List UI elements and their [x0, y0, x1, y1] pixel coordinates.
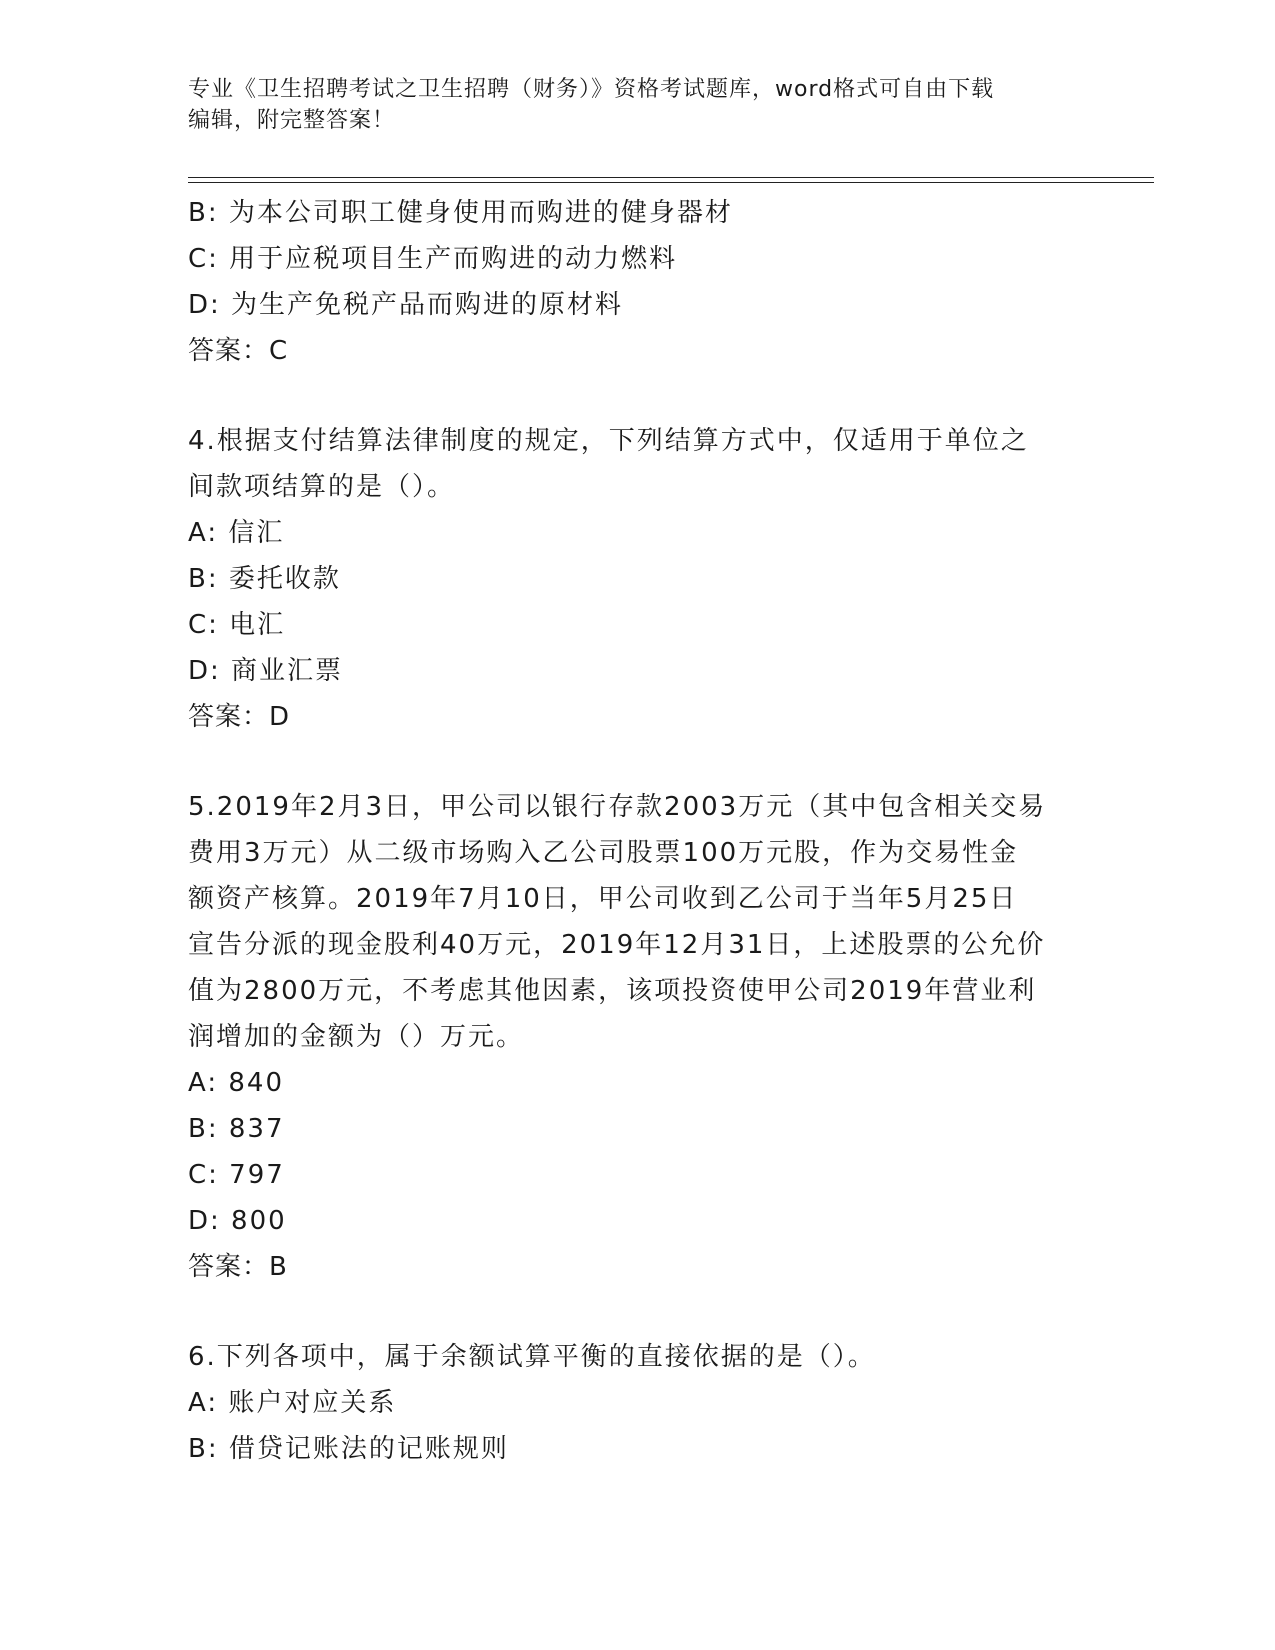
- stem-line: 值为2800万元，不考虑其他因素，该项投资使甲公司2019年营业利: [188, 976, 1037, 1006]
- stem-line: 6.下列各项中，属于余额试算平衡的直接依据的是（）。: [188, 1342, 876, 1372]
- answer: 答案：D: [188, 702, 291, 732]
- option-a: A: 账户对应关系: [188, 1388, 397, 1418]
- question-stem: [188, 418, 1068, 510]
- option-b: B: 借贷记账法的记账规则: [188, 1434, 509, 1464]
- answer: 答案：B: [188, 1252, 288, 1282]
- header-line-2: 编辑，附完整答案！: [188, 108, 396, 133]
- option-d: D: 商业汇票: [188, 656, 344, 686]
- document-header: [188, 74, 1088, 136]
- spacer: [188, 1290, 1088, 1334]
- spacer: [188, 740, 1088, 784]
- option-c: C: 用于应税项目生产而购进的动力燃料: [188, 244, 678, 274]
- question-3-tail: [188, 190, 1088, 374]
- option-c: C: 电汇: [188, 610, 286, 640]
- question-6: [188, 1334, 1088, 1472]
- option-b: B: 837: [188, 1114, 285, 1144]
- option-a: A: 信汇: [188, 518, 285, 548]
- document-body: [188, 190, 1088, 1472]
- header-rule-bottom: [188, 182, 1154, 183]
- option-a: A: 840: [188, 1068, 284, 1098]
- stem-line: 5.2019年2月3日，甲公司以银行存款2003万元（其中包含相关交易: [188, 792, 1047, 822]
- stem-line: 间款项结算的是（）。: [188, 472, 456, 502]
- stem-line: 额资产核算。2019年7月10日，甲公司收到乙公司于当年5月25日: [188, 884, 1018, 914]
- question-4: [188, 418, 1088, 740]
- answer: 答案：C: [188, 336, 289, 366]
- header-line-1: 专业《卫生招聘考试之卫生招聘（财务）》资格考试题库，word格式可自由下载: [188, 77, 995, 102]
- stem-line: 费用3万元）从二级市场购入乙公司股票100万元股，作为交易性金: [188, 838, 1019, 868]
- option-d: D: 800: [188, 1206, 287, 1236]
- spacer: [188, 374, 1088, 418]
- stem-line: 润增加的金额为（）万元。: [188, 1022, 525, 1052]
- question-5: [188, 784, 1088, 1290]
- option-b: B: 为本公司职工健身使用而购进的健身器材: [188, 198, 733, 228]
- option-b: B: 委托收款: [188, 564, 341, 594]
- question-stem: [188, 1334, 1068, 1380]
- stem-line: 宣告分派的现金股利40万元，2019年12月31日，上述股票的公允价: [188, 930, 1046, 960]
- question-stem: [188, 784, 1068, 1060]
- option-d: D: 为生产免税产品而购进的原材料: [188, 290, 624, 320]
- header-rule-top: [188, 177, 1154, 178]
- option-c: C: 797: [188, 1160, 285, 1190]
- stem-line: 4.根据支付结算法律制度的规定，下列结算方式中，仅适用于单位之: [188, 426, 1029, 456]
